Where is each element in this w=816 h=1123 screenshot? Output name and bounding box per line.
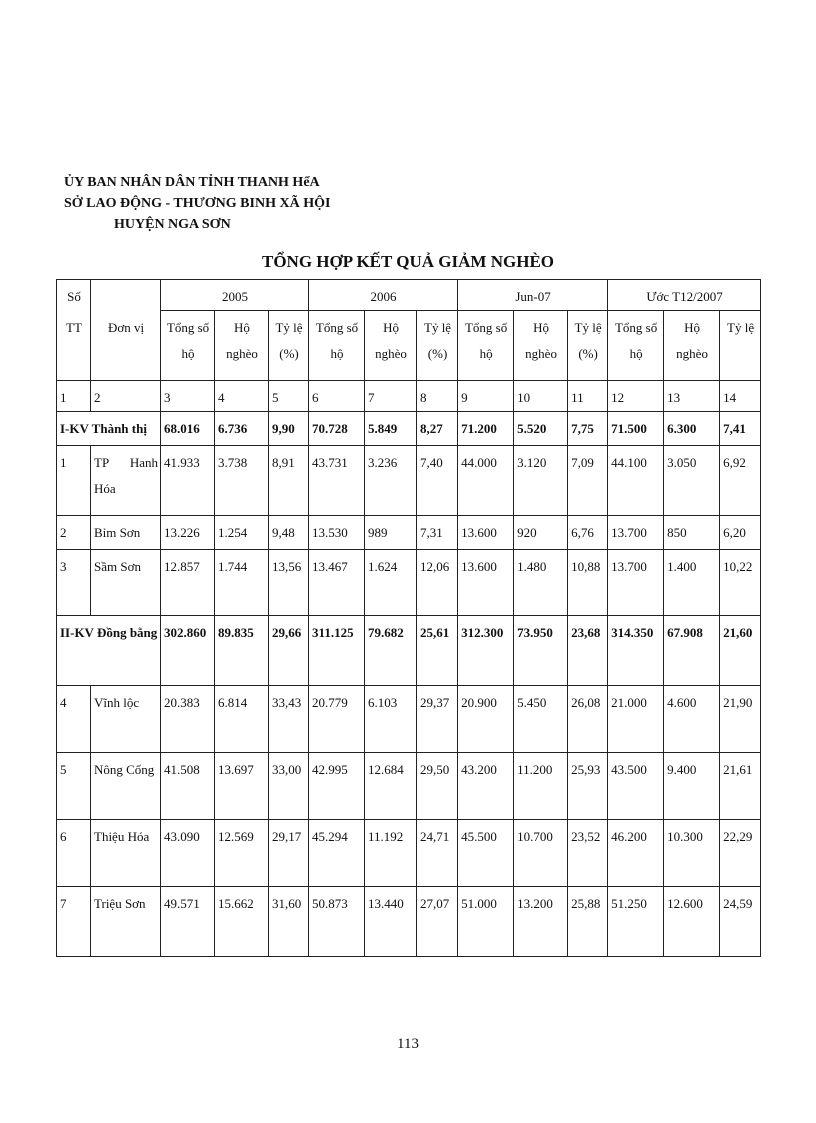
table-cell: 12.684: [365, 753, 417, 820]
header-line-1: ỦY BAN NHÂN DÂN TỈNH THANH HểA: [64, 175, 320, 190]
table-cell: 13.700: [608, 550, 664, 616]
table-cell: 21.000: [608, 686, 664, 753]
table-cell: 25,61: [417, 616, 458, 686]
table-cell: 4.600: [664, 686, 720, 753]
table-cell: 44.100: [608, 446, 664, 516]
table-cell: 9.400: [664, 753, 720, 820]
table-cell: 3.236: [365, 446, 417, 516]
table-cell: 51.000: [458, 887, 514, 957]
table-cell: 1.400: [664, 550, 720, 616]
table-row: [57, 550, 761, 616]
table-cell: 45.294: [309, 820, 365, 887]
table-cell: 311.125: [309, 616, 365, 686]
sub-header: Hộ nghèo: [664, 311, 720, 381]
column-number: 13: [664, 381, 720, 412]
table-header-row: [57, 280, 761, 311]
table-row: [57, 753, 761, 820]
table-cell: 23,68: [568, 616, 608, 686]
table-row: [57, 686, 761, 753]
sub-header: Hộ nghèo: [215, 311, 269, 381]
table-cell: 850: [664, 516, 720, 550]
table-cell: 43.731: [309, 446, 365, 516]
unit-name: Nông Cống: [91, 753, 161, 820]
column-number: 12: [608, 381, 664, 412]
column-number: 2: [91, 381, 161, 412]
table-cell: 9,90: [269, 412, 309, 446]
table-cell: 1.624: [365, 550, 417, 616]
table-cell: 26,08: [568, 686, 608, 753]
table-cell: 13.467: [309, 550, 365, 616]
table-cell: 6,92: [720, 446, 761, 516]
table-cell: 20.900: [458, 686, 514, 753]
document-header: [64, 172, 330, 235]
table-cell: 920: [514, 516, 568, 550]
table-cell: 12.857: [161, 550, 215, 616]
table-cell: 43.500: [608, 753, 664, 820]
table-cell: 6,76: [568, 516, 608, 550]
table-cell: 7,31: [417, 516, 458, 550]
sub-header: Hộ nghèo: [365, 311, 417, 381]
table-cell: 6.300: [664, 412, 720, 446]
table-cell: 41.933: [161, 446, 215, 516]
table-cell: 49.571: [161, 887, 215, 957]
table-cell: 24,59: [720, 887, 761, 957]
table-cell: 10.700: [514, 820, 568, 887]
table-cell: 6.814: [215, 686, 269, 753]
table-cell: 6.736: [215, 412, 269, 446]
sub-header: Tỷ lệ (%): [269, 311, 309, 381]
table-cell: 73.950: [514, 616, 568, 686]
table-row: [57, 887, 761, 957]
table-cell: 24,71: [417, 820, 458, 887]
table-cell: 67.908: [664, 616, 720, 686]
table-cell: 13.600: [458, 516, 514, 550]
table-cell: 45.500: [458, 820, 514, 887]
table-cell: 13.530: [309, 516, 365, 550]
table-cell: 89.835: [215, 616, 269, 686]
sub-header: Tỷ lệ: [720, 311, 761, 381]
table-cell: 13.440: [365, 887, 417, 957]
table-cell: 21,60: [720, 616, 761, 686]
poverty-table: [56, 279, 761, 957]
table-cell: 33,00: [269, 753, 309, 820]
table-cell: 29,17: [269, 820, 309, 887]
table-cell: 10,22: [720, 550, 761, 616]
unit-name: TP Hanh Hóa: [91, 446, 161, 516]
table-cell: 5: [57, 753, 91, 820]
column-number: 11: [568, 381, 608, 412]
column-number: 4: [215, 381, 269, 412]
group-header: Ước T12/2007: [608, 280, 761, 311]
unit-name: Vĩnh lộc: [91, 686, 161, 753]
table-row: [57, 412, 761, 446]
table-cell: 5.450: [514, 686, 568, 753]
sub-header: Tỷ lệ (%): [568, 311, 608, 381]
table-cell: 71.500: [608, 412, 664, 446]
table-cell: 314.350: [608, 616, 664, 686]
table-cell: 312.300: [458, 616, 514, 686]
table-cell: 5.520: [514, 412, 568, 446]
table-cell: 2: [57, 516, 91, 550]
page-number: 113: [397, 1036, 419, 1052]
table-cell: 7,41: [720, 412, 761, 446]
table-cell: 21,61: [720, 753, 761, 820]
table-cell: 70.728: [309, 412, 365, 446]
table-cell: 43.200: [458, 753, 514, 820]
table-cell: 1.480: [514, 550, 568, 616]
header-cell: TT: [57, 311, 91, 381]
table-cell: 71.200: [458, 412, 514, 446]
group-header: 2005: [161, 280, 309, 311]
table-cell: 7,40: [417, 446, 458, 516]
sub-header: Tổng số hộ: [161, 311, 215, 381]
column-number: 5: [269, 381, 309, 412]
table-subheader-row: [57, 311, 761, 381]
sub-header: Tổng số hộ: [608, 311, 664, 381]
table-cell: 13.600: [458, 550, 514, 616]
table-row: [57, 516, 761, 550]
table-cell: 3.120: [514, 446, 568, 516]
table-cell: 22,29: [720, 820, 761, 887]
table-cell: 41.508: [161, 753, 215, 820]
table-cell: 10,88: [568, 550, 608, 616]
unit-name: Sầm Sơn: [91, 550, 161, 616]
column-number: 3: [161, 381, 215, 412]
table-cell: 1.744: [215, 550, 269, 616]
column-number-row: [57, 381, 761, 412]
group-header: 2006: [309, 280, 458, 311]
table-cell: 3: [57, 550, 91, 616]
table-cell: 6.103: [365, 686, 417, 753]
table-cell: 1: [57, 446, 91, 516]
table-cell: 13.200: [514, 887, 568, 957]
table-cell: 79.682: [365, 616, 417, 686]
sub-header: Hộ nghèo: [514, 311, 568, 381]
sub-header: Tỷ lệ (%): [417, 311, 458, 381]
table-cell: 989: [365, 516, 417, 550]
table-cell: 42.995: [309, 753, 365, 820]
table-cell: 3.050: [664, 446, 720, 516]
region-label: II-KV Đồng bằng: [57, 616, 161, 686]
header-cell: Số: [57, 280, 91, 311]
table-cell: 12.569: [215, 820, 269, 887]
table-cell: 31,60: [269, 887, 309, 957]
table-cell: 5.849: [365, 412, 417, 446]
column-number: 14: [720, 381, 761, 412]
table-cell: 7: [57, 887, 91, 957]
table-cell: 44.000: [458, 446, 514, 516]
table-cell: 6: [57, 820, 91, 887]
table-cell: 8,27: [417, 412, 458, 446]
table-cell: 6,20: [720, 516, 761, 550]
table-cell: 8,91: [269, 446, 309, 516]
table-cell: 25,88: [568, 887, 608, 957]
table-cell: 29,66: [269, 616, 309, 686]
table-cell: 13,56: [269, 550, 309, 616]
page-title: TỔNG HỢP KẾT QUẢ GIẢM NGHÈO: [261, 252, 555, 271]
table-cell: 7,75: [568, 412, 608, 446]
table-cell: 68.016: [161, 412, 215, 446]
table-row: [57, 446, 761, 516]
table-cell: 29,37: [417, 686, 458, 753]
header-line-3: HUYỆN NGA SƠN: [114, 217, 231, 232]
table-cell: 33,43: [269, 686, 309, 753]
header-cell: [91, 280, 161, 311]
table-cell: 27,07: [417, 887, 458, 957]
column-number: 7: [365, 381, 417, 412]
table-cell: 13.226: [161, 516, 215, 550]
table-cell: 12.600: [664, 887, 720, 957]
table-cell: 7,09: [568, 446, 608, 516]
column-number: 8: [417, 381, 458, 412]
unit-name: Triệu Sơn: [91, 887, 161, 957]
table-cell: 15.662: [215, 887, 269, 957]
table-cell: 29,50: [417, 753, 458, 820]
table-cell: 20.779: [309, 686, 365, 753]
table-cell: 1.254: [215, 516, 269, 550]
sub-header: Tổng số hộ: [309, 311, 365, 381]
table-row: [57, 616, 761, 686]
table-cell: 13.700: [608, 516, 664, 550]
table-cell: 12,06: [417, 550, 458, 616]
unit-name: Bỉm Sơn: [91, 516, 161, 550]
table-cell: 46.200: [608, 820, 664, 887]
header-line-2: SỞ LAO ĐỘNG - THƯƠNG BINH XÃ HỘI: [64, 196, 331, 211]
table-cell: 10.300: [664, 820, 720, 887]
region-label: I-KV Thành thị: [57, 412, 161, 446]
table-cell: 9,48: [269, 516, 309, 550]
column-number: 6: [309, 381, 365, 412]
column-number: 10: [514, 381, 568, 412]
group-header: Jun-07: [458, 280, 608, 311]
table-cell: 25,93: [568, 753, 608, 820]
table-cell: 43.090: [161, 820, 215, 887]
unit-name: Thiệu Hóa: [91, 820, 161, 887]
table-cell: 23,52: [568, 820, 608, 887]
table-row: [57, 820, 761, 887]
header-cell: Đơn vị: [91, 311, 161, 381]
table-cell: 3.738: [215, 446, 269, 516]
table-cell: 4: [57, 686, 91, 753]
column-number: 1: [57, 381, 91, 412]
table-cell: 51.250: [608, 887, 664, 957]
table-cell: 11.192: [365, 820, 417, 887]
table-cell: 20.383: [161, 686, 215, 753]
table-cell: 11.200: [514, 753, 568, 820]
table-cell: 302.860: [161, 616, 215, 686]
column-number: 9: [458, 381, 514, 412]
sub-header: Tổng số hộ: [458, 311, 514, 381]
table-cell: 50.873: [309, 887, 365, 957]
table-cell: 21,90: [720, 686, 761, 753]
table-cell: 13.697: [215, 753, 269, 820]
